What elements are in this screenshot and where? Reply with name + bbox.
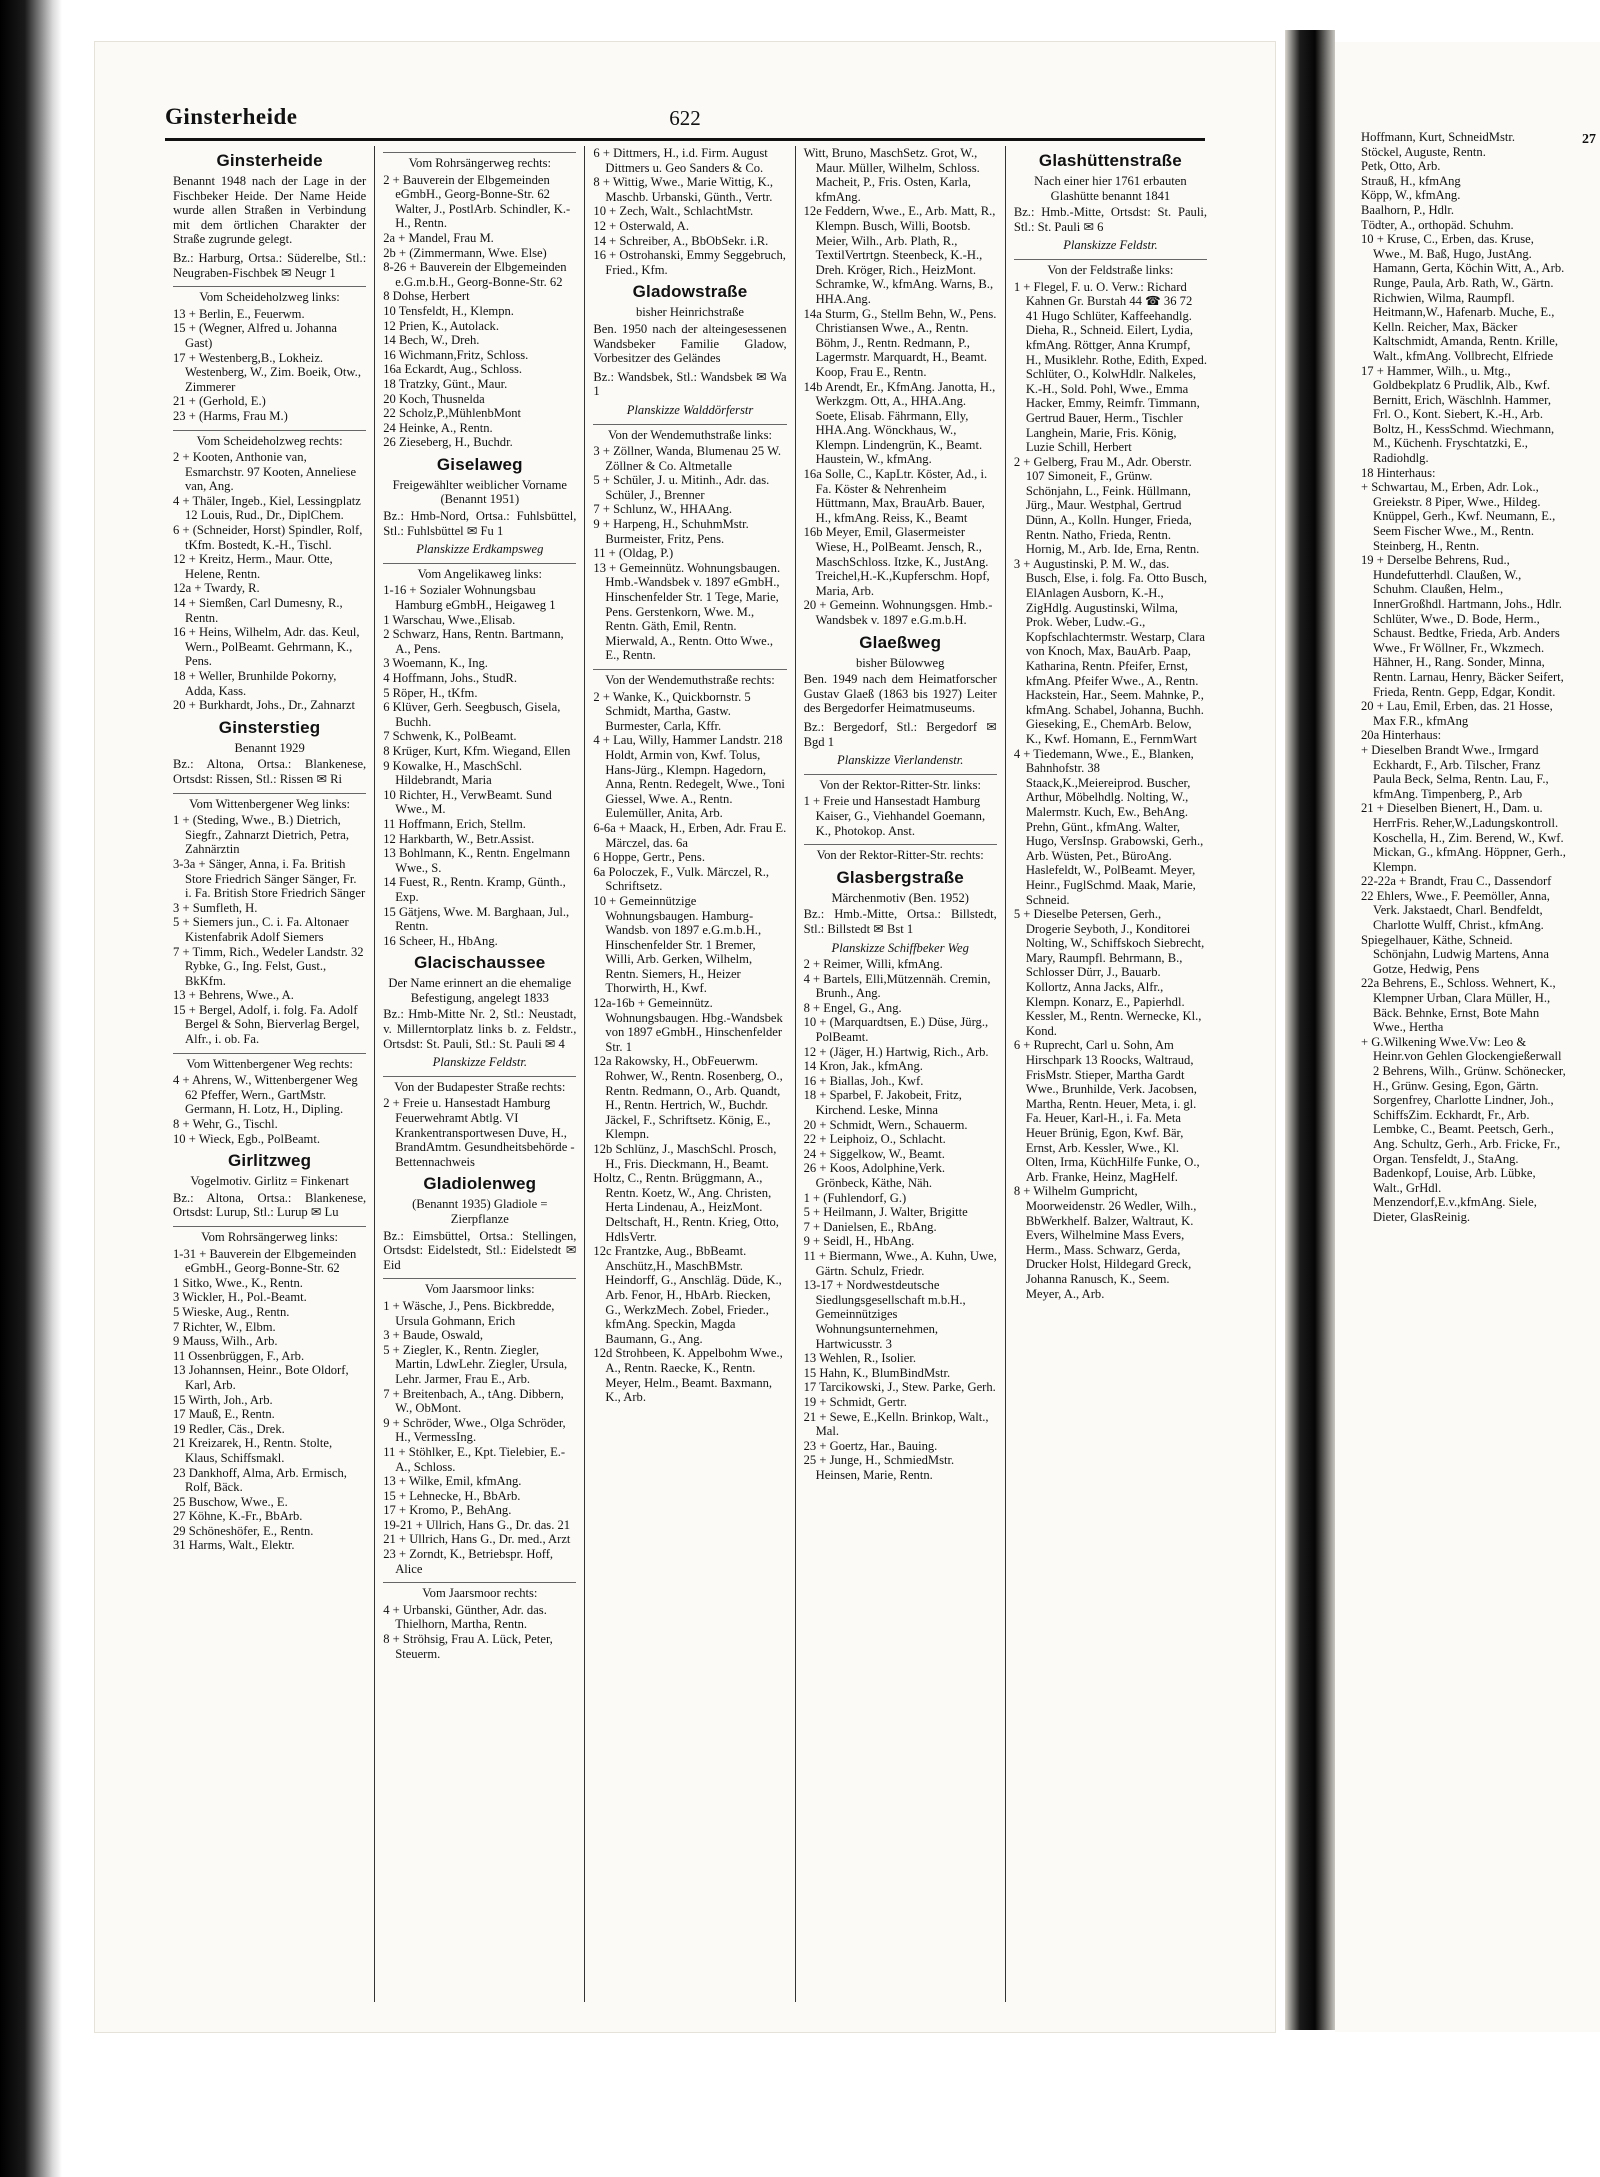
address-entry: 14 Bech, W., Dreh. (383, 333, 480, 348)
address-entry: 9 Kowalke, H., MaschSchl. Hildebrandt, Maria (383, 758, 523, 788)
address-entry: 29 Schöneshöfer, E., Rentn. (173, 1523, 314, 1538)
address-entry: 21 + Dieselben Bienert, H., Dam. u. HerrFris. Reher,W.,Ladungskontroll. Koschella, H., Zim. Berend, W., Kwf. Mickan, G., kfmAng. Höppner, Gerh., Klempn. (1361, 801, 1566, 874)
address-entry: 21 + Sewe, E.,Kelln. Brinkop, Walt., Mal. (803, 1409, 989, 1439)
address-entry: Petk, Otto, Arb. (1361, 159, 1441, 174)
direction-heading: Vom Jaarsmoor links: (383, 1278, 576, 1297)
plan-sketch-ref: Planskizze Feldstr. (1063, 238, 1158, 253)
column-4 (796, 146, 1006, 2002)
address-entry: 1 Sitko, Wwe., K., Rentn. (173, 1275, 303, 1290)
address-entry: 9 + Schröder, Wwe., Olga Schröder, H., VermessIng. (383, 1415, 566, 1445)
direction-heading: Von der Rektor-Ritter-Str. rechts: (804, 844, 997, 863)
address-entry: 12 Harkbarth, W., Betr.Assist. (383, 831, 535, 846)
address-entry: 23 + Zorndt, K., Betriebspr. Hoff, Alice (383, 1547, 554, 1576)
address-entry: 3 Woemann, K., Ing. (383, 656, 488, 671)
address-entry: 18 Tratzky, Günt., Maur. (383, 376, 508, 391)
address-entry: Baalhorn, P., Hdlr. (1361, 202, 1455, 217)
address-entry: Holtz, C., Rentn. Brüggmann, A., Rentn. Koetz, W., Ang. Christen, Herta Lindenau, A., HeizMont. Deltschaft, H., Rentn. Krieg, Otto, HdlsVertr. (593, 1171, 779, 1244)
column-1 (165, 146, 375, 2002)
direction-heading: Von der Wendemuthstraße links: (593, 424, 786, 443)
address-entry: 7 + Timm, Rich., Wedeler Landstr. 32 Rybke, G., Ing. Felst, Gust., BkKfm. (173, 944, 364, 988)
address-entry: 2 + Kooten, Anthonie van, Esmarchstr. 97 Kooten, Anneliese van, Ang. (173, 450, 357, 494)
direction-heading: Vom Scheideholzweg rechts: (173, 430, 366, 449)
address-entry: 22-22a + Brandt, Frau C., Dassendorf (1361, 874, 1552, 889)
street-note: Bz.: Altona, Ortsa.: Blankenese, Ortsdst: Lurup, Stl.: Lurup ✉ Lu (173, 1190, 367, 1220)
street-note: Bz.: Hmb.-Mitte, Ortsa.: Billstedt, Stl.: Billstedt ✉ Bst 1 (803, 907, 997, 936)
adjacent-page-number: 27 (1582, 132, 1596, 147)
street-subtitle: Der Name erinnert an die ehemalige Befestigung, angelegt 1833 (388, 976, 572, 1005)
address-entry: 4 + Ahrens, W., Wittenbergener Weg 62 Pfeffer, Wern., GartMstr. Germann, H. Lotz, H., Dipling. (173, 1073, 358, 1117)
address-entry: 12 + Kreitz, Herm., Maur. Otte, Helene, Rentn. (173, 552, 333, 581)
street-heading: Giselaweg (436, 454, 523, 474)
address-entry: 13 + Gemeinnütz. Wohnungsbaugen. Hmb.-Wandsbek v. 1897 eGmbH., Hinschenfelder Str. 1 Tege, Marie, Pens. Gerstenkorn, Wwe. M., Rentn. Gäth, Emil, Rentn. Mierwald, A., Rentn. Otto Wwe., E., Rentn. (593, 560, 781, 663)
address-entry: 8 + Wilhelm Gumpricht, Moorweidenstr. 26 Wedler, Wilh., BbWerkhelf. Balzer, Waltraut, K. Evers, Wilhelmine Mass Evers, Herm., Mass. Schwarz, Gerda, Drucker Holst, Hildegard Greck, Johanna Ranusch, K., Seem. Meyer, A., Arb. (1013, 1184, 1197, 1301)
address-entry: 4 + Thäler, Ingeb., Kiel, Lessingplatz 12 Louis, Rud., Dr., DiplChem. (173, 493, 361, 523)
address-entry: 12 Prien, K., Autolack. (383, 318, 499, 333)
street-note: Bz.: Eimsbüttel, Ortsa.: Stellingen, Ortsdst: Eidelstedt, Stl.: Eidelstedt ✉ Eid (383, 1228, 577, 1272)
address-entry: + Dieselben Brandt Wwe., Irmgard Eckhardt, F., Arb. Tilscher, Franz Paula Beck, Selma, Rentn. Lau, F., kfmAng. Timpenberg, P., Arb (1361, 742, 1549, 801)
address-entry: 5 Wieske, Aug., Rentn. (173, 1304, 290, 1319)
address-entry: 2 + Wanke, K., Quickbornstr. 5 Schmidt, Martha, Gastw. Burmester, Carla, Kffr. (593, 689, 751, 733)
address-entry: 8-26 + Bauverein der Elbgemeinden e.G.m.b.H., Georg-Bonne-Str. 62 (383, 260, 567, 289)
direction-heading: Vom Jaarsmoor rechts: (383, 1582, 576, 1601)
address-entry: 23 + (Harms, Frau M.) (173, 408, 288, 423)
street-note: Bz.: Harburg, Ortsa.: Süderelbe, Stl.: Neugraben-Fischbek ✉ Neugr 1 (173, 250, 367, 280)
address-entry: 2a + Mandel, Frau M. (383, 230, 494, 245)
direction-heading: Vom Scheideholzweg links: (173, 286, 366, 305)
street-note: Ben. 1949 nach dem Heimatforscher Gustav Glaeß (1863 bis 1927) Leiter des Bergedorfer Heimatmuseums. (803, 672, 997, 716)
address-entry: 18 + Weller, Brunhilde Pokorny, Adda, Kass. (173, 669, 337, 698)
address-entry: 15 + (Wegner, Alfred u. Johanna Gast) (173, 321, 338, 350)
address-entry: 15 Hahn, K., BlumBindMstr. (803, 1365, 951, 1380)
address-entry: 15 Wirth, Joh., Arb. (173, 1392, 273, 1407)
address-entry: 13 Johannsen, Heinr., Bote Oldorf, Karl, Arb. (173, 1363, 349, 1392)
street-subtitle: Nach einer hier 1761 erbauten Glashütte benannt 1841 (1034, 174, 1187, 203)
address-entry: 19 Redler, Cäs., Drek. (173, 1421, 285, 1436)
address-entry: 11 Hoffmann, Erich, Stellm. (383, 816, 526, 831)
address-entry: 1 + Freie und Hansestadt Hamburg Kaiser, G., Viehhandel Goemann, K., Photokop. Anst. (803, 794, 986, 838)
address-entry: 10 + Kruse, C., Erben, das. Kruse, Wwe., M. Baß, Hugo, JustAng. Hamann, Gerta, Köchin Witt, A., Arb. Runge, Paula, Arb. Rath, W., Gärtn. Richwien, Wilma, Raumpfl. Heitmann,W., Hafenarb. Muche, E., Kelln. Reicher, Max, Bäcker Kaltschmidt, Amanda, Rentn. Krille, Walt., kfmAng. Vollbrecht, Elfriede (1361, 232, 1565, 363)
address-entry: 12 + Osterwald, A. (593, 218, 690, 233)
address-entry: 10 + Gemeinnützige Wohnungsbaugen. Hamburg-Wandsb. von 1897 e.G.m.b.H., Hinschenfelder Str. 1 Bremer, Willi, Arb. Gerken, Wilhelm, Rentn. Siemers, H., Heizer Thorwirth, H., Kwf. (593, 893, 762, 996)
address-entry: 16a Eckardt, Aug., Schloss. (383, 362, 523, 377)
address-entry: 3 + Baude, Oswald, (383, 1328, 483, 1343)
plan-sketch-ref: Planskizze Feldstr. (432, 1055, 528, 1070)
address-entry: 5 + Dieselbe Petersen, Gerh., Drogerie Seyboth, J., Konditorei Nolting, W., Schiffskoch Siebrecht, Mary, Raumpfl. Behrmann, B., Schlosser Dürr, J., Bauarb. Kollortz, Anna Jacks, Alfr., Klempn. Konarz, E., Papierhdl. Kessler, M., Rentn. Wernecke, Kl., Kond. (1013, 907, 1205, 1038)
address-entry: 21 + (Gerhold, E.) (173, 394, 266, 409)
address-entry: 20 + Schmidt, Wern., Schauerm. (803, 1117, 968, 1132)
address-entry: Witt, Bruno, MaschSetz. Grot, W., Maur. Müller, Wilhelm, Schloss. Macheit, P., Fris. Osten, Karla, kfmAng. (803, 146, 980, 204)
address-entry: 2 Schwarz, Hans, Rentn. Bartmann, A., Pens. (383, 627, 564, 656)
address-entry: 17 + Kromo, P., BehAng. (383, 1503, 512, 1518)
address-entry: 3 + Sumfleth, H. (173, 900, 258, 915)
address-entry: Tödter, A., orthopäd. Schuhm. (1361, 217, 1514, 232)
address-entry: 12 + (Jäger, H.) Hartwig, Rich., Arb. (803, 1044, 989, 1059)
street-subtitle: Märchenmotiv (Ben. 1952) (831, 890, 969, 905)
address-entry: Spiegelhauer, Käthe, Schneid. Schönjahn, Ludwig Martens, Anna Gotze, Hedwig, Pens (1361, 932, 1549, 976)
street-subtitle: bisher Bülowweg (855, 655, 945, 670)
address-entry: 23 + Goertz, Har., Bauing. (803, 1438, 938, 1453)
address-entry: 8 + Ströhsig, Frau A. Lück, Peter, Steuerm. (383, 1632, 553, 1661)
address-entry: 31 Harms, Walt., Elektr. (173, 1538, 295, 1553)
address-entry: Strauß, H., kfmAng (1361, 173, 1461, 188)
address-entry: 22 Scholz,P.,MühlenbMont (383, 406, 522, 421)
address-entry: 6 + (Schneider, Horst) Spindler, Rolf, tKfm. Bostedt, K.-H., Tischl. (173, 523, 363, 552)
plan-sketch-ref: Planskizze Walddörferstr (626, 402, 754, 417)
address-entry: Hoffmann, Kurt, SchneidMstr. (1361, 130, 1516, 144)
street-heading: Girlitzweg (227, 1151, 312, 1171)
address-entry: 16 Wichmann,Fritz, Schloss. (383, 347, 529, 362)
address-entry: 20 + Gemeinn. Wohnungsgen. Hmb.-Wandsbek v. 1897 e.G.m.b.H. (803, 598, 993, 627)
street-subtitle: bisher Heinrichstraße (635, 305, 745, 320)
address-entry: 2 + Reimer, Willi, kfmAng. (803, 957, 943, 972)
address-entry: 13 + Behrens, Wwe., A. (173, 988, 294, 1003)
address-entry: 7 + Breitenbach, A., tAng. Dibbern, W., ObMont. (383, 1386, 564, 1416)
address-entry: 12b Schlünz, J., MaschSchl. Prosch, H., Fris. Dieckmann, H., Beamt. (593, 1142, 777, 1171)
address-entry: 17 + Hammer, Wilh., u. Mtg., Goldbekplatz 6 Prudlik, Alb., Kwf. Bernitt, Erich, Wäschlnh. Hammer, Frl. O., Kont. Siebert, K.-H., Arb. Boltz, H., KessSchmd. Wiechmann, M., Küchenh. Fryschtatzki, E., Radiohdlg. (1361, 363, 1555, 466)
address-entry: 4 + Urbanski, Günther, Adr. das. Thielhorn, Martha, Rentn. (383, 1602, 547, 1632)
address-entry: 6 Klüver, Gerh. Seegbusch, Gisela, Buchh. (383, 700, 561, 729)
address-entry: 7 Richter, W., Elbm. (173, 1319, 276, 1334)
address-entry: 7 Schwenk, K., PolBeamt. (383, 729, 517, 744)
address-entry: 15 + Bergel, Adolf, i. folg. Fa. Adolf Bergel & Sohn, Bierverlag Bergel, Alfr., i. ob. Fa. (173, 1002, 360, 1047)
address-entry: 24 + Siggelkow, W., Beamt. (803, 1146, 945, 1161)
address-entry: 10 + Zech, Walt., SchlachtMstr. (593, 204, 754, 219)
address-entry: 4 + Lau, Willy, Hammer Landstr. 218 Holdt, Armin von, Kwf. Tolus, Hans-Jürg., Klempn. Hagedorn, Anna, Rentn. Redegelt, Wwe., Toni Giessel, Wwe. A., Rentn. Eulemüller, Anita, Arb. (593, 733, 785, 821)
address-entry: 1 + Flegel, F. u. O. Verw.: Richard Kahnen Gr. Burstah 44 ☎ 36 72 41 Hugo Schlüter, Kaffeehandlg. Dieha, R., Schneid. Eilert, Lydia, kfmAng. Röttger, Anna Krumpf, H., Musiklehr. Rothe, Edith, Exped. Schlüter, O., KolwHdlr. Nalkeles, K.-H., Sold. Pohl, Wwe., Emma Hacker, Emmy, Reimfr. Timmann, Gertrud Bauer, Herm., Tischler Langhein, Marie, Fris. König, Luzie Schill, Herbert (1013, 279, 1208, 455)
address-entry: 10 + (Marquardtsen, E.) Düse, Jürg., PolBeamt. (803, 1015, 989, 1045)
address-entry: 3-3a + Sänger, Anna, i. Fa. British Store Friedrich Sänger Sänger, Fr. i. Fa. British Store Friedrich Sänger (173, 856, 366, 901)
street-heading: Gladiolenweg (423, 1174, 537, 1194)
address-entry: 8 + Wehr, G., Tischl. (173, 1117, 278, 1132)
address-entry: 3 + Augustinski, P. M. W., das. Busch, Else, i. folg. Fa. Otto Busch, ElAnlagen Ausborn, K.-H., ZigHdlg. Augustinski, Wilma, Prok. Weber, Ludw.-G., Kopfschlachtermstr. Westarp, Clara von Knoch, Max, BauArb. Paap, Katharina, Rentn. Pfeifer, Ernst, kfmAng. Pfeifer Wwe., A., Rentn. Hackstein, Har., Seem. Mahnke, P., kfmAng. Schabel, Johanna, Buchh. Gieseking, E., ChemArb. Below, K., Kwf. Homann, E., FernmWart (1013, 556, 1208, 746)
address-entry: 18 + Sparbel, F. Jakobeit, Fritz, Kirchend. Leske, Minna (803, 1088, 962, 1118)
address-entry: 12c Frantzke, Aug., BbBeamt. Anschütz,H., MaschBMstr. Heindorff, G., Anschläg. Düde, K., Arb. Fenor, H., HbArb. Riecken, G., WerkzMech. Zobel, Frieder., kfmAng. Speckin, Magda Baumann, G., Ang. (593, 1244, 782, 1346)
address-entry: Stöckel, Auguste, Rentn. (1361, 144, 1486, 159)
address-entry: 5 + Ziegler, K., Rentn. Ziegler, Martin, LdwLehr. Ziegler, Ursula, Lehr. Jarmer, Frau E., Arb. (383, 1342, 568, 1386)
address-entry: 27 Köhne, K.-Fr., BbArb. (173, 1509, 303, 1524)
address-entry: 7 + Danielsen, E., RbAng. (803, 1219, 937, 1234)
address-entry: 19-21 + Ullrich, Hans G., Dr. das. 21 (383, 1517, 571, 1532)
address-entry: 15 Gätjens, Wwe. M. Barghaan, Jul., Rentn. (383, 904, 570, 934)
address-entry: 12a + Twardy, R. (173, 581, 260, 596)
running-head (95, 104, 1275, 138)
street-note: Bz.: Wandsbek, Stl.: Wandsbek ✉ Wa 1 (593, 369, 787, 399)
street-subtitle: Benannt 1929 (234, 740, 305, 755)
address-entry: 15 + Lehnecke, H., BbArb. (383, 1488, 521, 1503)
address-entry: 8 + Engel, G., Ang. (803, 1000, 902, 1015)
address-entry: 6 Hoppe, Gertr., Pens. (593, 850, 705, 865)
street-note: Bz.: Hmb.-Mitte, Ortsdst: St. Pauli, Stl.: St. Pauli ✉ 6 (1013, 205, 1208, 234)
street-heading: Gladowstraße (632, 282, 748, 302)
address-entry: 4 + Tiedemann, Wwe., E., Blanken, Bahnhofstr. 38 Staack,K.,Meiereiprod. Buscher, Arthur, Möbelhdlg. Nolting, W., Malermstr. Kuch, Ew., BehAng. Prehn, Günt., kfmAng. Walter, Hugo, VersInsp. Grabowski, Gerh., Arb. Wüsten, Pet., BüroAng. Haslefeldt, W., PolBeamt. Meyer, Heinr., FuglSchmd. Maak, Marie, Schneid. (1013, 746, 1204, 907)
directory-columns (165, 146, 1215, 2002)
address-entry: 6 + Dittmers, H., i.d. Firm. August Dittmers u. Geo Sanders & Co. (593, 146, 768, 175)
address-entry: 16 + Biallas, Joh., Kwf. (803, 1073, 924, 1088)
address-entry: Köpp, W., kfmAng. (1361, 188, 1461, 203)
address-entry: 16 + Ostrohanski, Emmy Seggebruch, Fried., Kfm. (593, 248, 786, 277)
address-entry: 11 + (Oldag, P.) (593, 546, 674, 561)
address-entry: 14 Fuest, R., Rentn. Kramp, Günth., Exp. (383, 875, 566, 904)
address-entry: + G.Wilkening Wwe.Vw: Leo & Heinr.von Gehlen Glockengießerwall 2 Behrens, Wilh., Grünw. Schönecker, H., Grünw. Gesing, Egon, Gärtn. Sorgenfrey, Charlotte Lindner, Joh., SchiffsZim. Eckhardt, Fr., Arb. Lembke, C., Beamt. Peetsch, Gerh., Ang. Schultz, Gerh., Arb. Fricke, Fr., Organ. Tensfeldt, J., StaAng. Badenkopf, Louise, Arb. Lübke, Walt., GrHdl. Menzendorf,E.v.,kfmAng. Siele, Dieter, GlasReinig. (1361, 1034, 1566, 1224)
address-entry: 13 Wehlen, R., Isolier. (803, 1351, 917, 1366)
address-entry: 1 + (Steding, Wwe., B.) Dietrich, Siegfr., Zahnarzt Dietrich, Petra, Zahnärztin (173, 813, 350, 857)
plan-sketch-ref: Planskizze Schiffbeker Weg (831, 940, 969, 955)
address-entry: 19 + Derselbe Behrens, Rud., Hundefutterhdl. Claußen, W., Schuhm. Claußen, Helm., InnerGroßhdl. Hartmann, Johs., Hdlr. Schlüter, Wwe., D. Bode, Herm., Schaust. Bedtke, Frieda, Arb. Anders Wwe., Fr Wöllner, Fr., Wkzmech. Hähner, H., Rang. Sonder, Minna, Rentn. Larnau, Henry, Bäcker Seifert, Frieda, Rentn. Gepp, Edgar, Kondit. (1361, 553, 1564, 699)
running-head-title: Ginsterheide (165, 104, 298, 129)
address-entry: 2b + (Zimmermann, Wwe. Else) (383, 245, 547, 260)
address-entry: 22a Behrens, E., Schloss. Wehnert, K., Klempner Urban, Clara Müller, H., Bäck. Behnke, Ernst, Bote Mahn Wwe., Hertha (1361, 976, 1556, 1035)
direction-heading: Von der Feldstraße links: (1014, 259, 1207, 278)
address-entry: 2 + Bauverein der Elbgemeinden eGmbH., Georg-Bonne-Str. 62 Walter, J., PostlArb. Schindler, K.-H., Rentn. (383, 172, 571, 231)
address-entry: 5 + Siemers jun., C. i. Fa. Altonaer Kistenfabrik Adolf Siemers (173, 915, 349, 944)
street-heading: Glashüttenstraße (1038, 151, 1182, 170)
direction-heading: Von der Wendemuthstraße rechts: (593, 669, 786, 688)
address-entry: 25 Buschow, Wwe., E. (173, 1494, 288, 1509)
direction-heading: Vom Wittenbergener Weg rechts: (173, 1053, 366, 1072)
address-entry: 17 Tarcikowski, J., Stew. Parke, Gerh. (803, 1380, 996, 1395)
address-entry: 16b Meyer, Emil, Glasermeister Wiese, H., PolBeamt. Jensch, R., MaschSchloss. Itzke, K., JustAng. Treichel,H.-K.,Kupferschm. Hopf, Maria, Arb. (803, 525, 990, 598)
column-2 (375, 146, 585, 2002)
address-entry: 1 + (Fuhlendorf, G.) (803, 1190, 907, 1205)
column-5 (1006, 146, 1215, 2002)
address-entry: 20 Koch, Thusnelda (383, 391, 485, 406)
address-entry: 1 Warschau, Wwe.,Elisab. (383, 612, 516, 627)
address-entry: 12d Strohbeen, K. Appelbohm Wwe., A., Rentn. Raecke, K., Rentn. Meyer, Helm., Beamt. Baxmann, K., Arb. (593, 1346, 783, 1405)
address-entry: 17 + Westenberg,B., Lokheiz. Westenberg, W., Zim. Boeik, Otw., Zimmerer (173, 350, 361, 394)
street-heading: Ginsterheide (216, 151, 323, 170)
address-entry: 14 Kron, Jak., kfmAng. (803, 1059, 923, 1074)
address-entry: 12a Rakowsky, H., ObFeuerwm. Rohwer, W., Rentn. Rosenberg, O., Rentn. Redmann, O., Arb. Quandt, H., Rentn. Hertrich, W., Buchdr. Jäckel, F., Schriftsetz. König, E., Klempn. (593, 1054, 783, 1142)
address-entry: 5 Röper, H., tKfm. (383, 685, 478, 700)
address-entry: 9 + Seidl, H., HbAng. (803, 1234, 915, 1249)
street-heading: Ginsterstieg (218, 717, 321, 737)
address-entry: + Schwartau, M., Erben, Adr. Lok., Greiekstr. 8 Piper, Wwe., Hildeg. Knüppel, Gerh., Kwf. Neumann, E., Seem Fischer Wwe., M., Rentn. Steinberg, H., Rentn. (1361, 480, 1556, 553)
address-entry: 21 + Ullrich, Hans G., Dr. med., Arzt (383, 1532, 571, 1547)
address-entry: 18 Hinterhaus: (1361, 465, 1436, 480)
address-entry: 19 + Schmidt, Gertr. (803, 1394, 907, 1409)
address-entry: 11 + Biermann, Wwe., A. Kuhn, Uwe, Gärtn. Schulz, Friedr. (803, 1248, 997, 1278)
address-entry: 22 + Leiphoiz, O., Schlacht. (803, 1132, 946, 1147)
address-entry: 3 Wickler, H., Pol.-Beamt. (173, 1290, 307, 1305)
address-entry: 14b Arendt, Er., KfmAng. Janotta, H., Werkzgm. Ott, A., HHA.Ang. Soete, Elisab. Fährmann, Elly, HHA.Ang. Wönckhaus, W., Klempn. Lindengrün, K., Beamt. Haustein, W., kfmAng. (803, 379, 996, 467)
street-heading: Glaeßweg (859, 632, 942, 652)
address-entry: 10 Tensfeldt, H., Klempn. (383, 303, 514, 318)
direction-heading: Vom Wittenbergener Weg links: (173, 793, 366, 812)
header-rule (165, 138, 1205, 141)
scan-left-edge (0, 0, 62, 2177)
street-heading: Glasbergstraße (836, 867, 964, 887)
adjacent-page (1335, 42, 1600, 2032)
direction-heading: Vom Angelikaweg links: (383, 563, 576, 582)
plan-sketch-ref: Planskizze Vierlandenstr. (837, 753, 964, 768)
address-entry: 14a Sturm, G., Stellm Behn, W., Pens. Christiansen Wwe., A., Rentn. Böhm, J., Rentn. Redmann, P., Lagermstr. Marquardt, H., Beamt. Koop, Frau E., Rentn. (803, 306, 997, 379)
address-entry: 20 + Burkhardt, Johs., Dr., Zahnarzt (173, 698, 355, 713)
address-entry: 1-16 + Sozialer Wohnungsbau Hamburg eGmbH., Heigaweg 1 (383, 583, 556, 613)
address-entry: 14 + Siemßen, Carl Dumesny, R., Rentn. (173, 596, 343, 625)
address-entry: 5 + Heilmann, J. Walter, Brigitte (803, 1205, 968, 1220)
address-entry: 21 Kreizarek, H., Rentn. Stolte, Klaus, Schiffsmakl. (173, 1436, 333, 1465)
address-entry: 6-6a + Maack, H., Erben, Adr. Frau E. Märczel, das. 6a (593, 820, 787, 850)
address-entry: 23 Dankhoff, Alma, Arb. Ermisch, Rolf, Bäck. (173, 1465, 347, 1495)
address-entry: 26 Zieseberg, H., Buchdr. (383, 435, 513, 450)
address-entry: 8 Dohse, Herbert (383, 289, 470, 304)
street-note: Bz.: Altona, Ortsa.: Blankenese, Ortsdst: Rissen, Stl.: Rissen ✉ Ri (173, 757, 367, 786)
address-entry: 13 + Wilke, Emil, kfmAng. (383, 1474, 522, 1489)
direction-heading: Von der Budapester Straße rechts: (383, 1076, 576, 1095)
address-entry: 16a Solle, C., KapLtr. Köster, Ad., i. Fa. Köster & Nehrenheim Hüttmann, Max, BrauArb. Bauer, H., kfmAng. Reiss, K., Beamt (803, 467, 988, 525)
address-entry: 5 + Schüler, J. u. Mitinh., Adr. das. Schüler, J., Brenner (593, 473, 770, 502)
address-entry: 1 + Wäsche, J., Pens. Bickbredde, Ursula Gohmann, Erich (383, 1298, 555, 1328)
address-entry: 12e Feddern, Wwe., E., Arb. Matt, R., Klempn. Busch, Willi, Bootsb. Meier, Wilh., Arb. Plath, R., TextilVertrtgn. Steenbeck, K.-H., Dreh. Kröger, Rich., HeizMont. Schramke, W., kfmAng. Warns, B., HHA.Ang. (803, 204, 996, 306)
address-entry: 25 + Junge, H., SchmiedMstr. Heinsen, Marie, Rentn. (803, 1453, 955, 1482)
address-entry: 14 + Schreiber, A., BbObSekr. i.R. (593, 233, 769, 248)
address-entry: 2 + Freie u. Hansestadt Hamburg Feuerwehramt Abtlg. VI Krankentransportwesen Duve, H., BrandAmtm. Gesundheitsbehörde - Bettennachweis (383, 1096, 575, 1169)
address-entry: 22 Ehlers, Wwe., F. Peemöller, Anna, Verk. Jakstaedt, Charl. Bendfeldt, Charlotte Wulff, Christ., kfmAng. (1361, 888, 1550, 933)
street-note: Benannt 1948 nach der Lage in der Fischbeker Heide. Der Name Heide wurde allen Straßen in Verbindung mit dem örtlichen Charakter der Straße zugrunde gelegt. (173, 174, 367, 247)
directory-page (95, 42, 1275, 2032)
address-entry: 2 + Gelberg, Frau M., Adr. Oberstr. 107 Simoneit, F., Grünw. Schönjahn, L., Feink. Hüllmann, Jürg., Maur. Westphal, Gertrud Dünn, A., Kolln. Hunger, Frieda, Rentn. Natho, Frieda, Rentn. Hornig, M., Arb. Ide, Erna, Rentn. (1013, 454, 1200, 557)
street-subtitle: Freigewählter weiblicher Vorname (Benannt 1951) (392, 477, 567, 507)
address-entry: 26 + Koos, Adolphine,Verk. Grönbeck, Käthe, Näh. (803, 1161, 946, 1190)
street-heading: Glacischaussee (414, 953, 546, 973)
direction-heading: Von der Rektor-Ritter-Str. links: (804, 774, 997, 793)
adjacent-page-column (1355, 130, 1572, 1225)
address-entry: 7 + Schlunz, W., HHAAng. (593, 502, 733, 517)
page-number: 622 (669, 106, 701, 130)
direction-heading: Vom Rohrsängerweg rechts: (383, 152, 576, 171)
address-entry: 9 Mauss, Wilh., Arb. (173, 1334, 278, 1349)
street-subtitle: (Benannt 1935) Gladiole = Zierpflanze (412, 1197, 548, 1226)
address-entry: 20 + Lau, Emil, Erben, das. 21 Hosse, Max F.R., kfmAng (1361, 699, 1553, 728)
address-entry: 10 + Wieck, Egb., PolBeamt. (173, 1131, 320, 1146)
address-entry: 10 Richter, H., VerwBeamt. Sund Wwe., M. (383, 787, 552, 817)
address-entry: 16 + Heins, Wilhelm, Adr. das. Keul, Wern., PolBeamt. Gehrmann, K., Pens. (173, 625, 360, 669)
address-entry: 13-17 + Nordwestdeutsche Siedlungsgesellschaft m.b.H., Gemeinnütziges Wohnungsunternehmen, Hartwicusstr. 3 (803, 1278, 966, 1351)
plan-sketch-ref: Planskizze Erdkampsweg (416, 542, 544, 557)
address-entry: 8 + Wittig, Wwe., Marie Wittig, K., Maschb. Urbanski, Günth., Vertr. (593, 175, 773, 204)
address-entry: 6 + Ruprecht, Carl u. Sohn, Am Hirschpark 13 Roocks, Waltraud, FrisMstr. Stieper, Martha Gardt Wwe., Brunhilde, Verk. Jacobsen, Martha, Rentn. Heuer, Meta, i. gl. Fa. Heuer, Karl-H., i. Fa. Meta Heuer Brünig, Egon, Kwf. Bär, Ernst, Arb. Kessler, Wwe., Kl. Olten, Irma, KüchHilfe Funke, O., Arb. Franke, Heinz, MagHelf. (1013, 1038, 1200, 1184)
street-note: Bz.: Hmb-Nord, Ortsa.: Fuhlsbüttel, Stl.: Fuhlsbüttel ✉ Fu 1 (383, 509, 577, 538)
street-subtitle: Vogelmotiv. Girlitz = Finkenart (190, 1174, 349, 1189)
address-entry: 20a Hinterhaus: (1361, 728, 1442, 743)
address-entry: 4 + Bartels, Elli,Mützennäh. Cremin, Brunh., Ang. (803, 971, 991, 1001)
address-entry: 11 + Stöhlker, E., Kpt. Tielebier, E.-A., Schloss. (383, 1444, 566, 1474)
address-entry: 13 Bohlmann, K., Rentn. Engelmann Wwe., S. (383, 846, 570, 875)
address-entry: 1-31 + Bauverein der Elbgemeinden eGmbH., Georg-Bonne-Str. 62 (173, 1246, 357, 1276)
address-entry: 12a-16b + Gemeinnütz. Wohnungsbaugen. Hbg.-Wandsbek von 1897 eGmbH., Hinschenfelder Str. 1 (593, 996, 783, 1054)
address-entry: 6a Poloczek, F., Vulk. Märczel, R., Schriftsetz. (593, 864, 770, 894)
street-note: Bz.: Bergedorf, Stl.: Bergedorf ✉ Bgd 1 (803, 719, 997, 749)
address-entry: 24 Heinke, A., Rentn. (383, 420, 493, 435)
address-entry: 13 + Berlin, E., Feuerwm. (173, 306, 305, 321)
address-entry: 17 Mauß, E., Rentn. (173, 1407, 275, 1422)
address-entry: 11 Ossenbrüggen, F., Arb. (173, 1348, 305, 1363)
address-entry: 8 Krüger, Kurt, Kfm. Wiegand, Ellen (383, 743, 571, 758)
direction-heading: Vom Rohrsängerweg links: (173, 1226, 366, 1245)
address-entry: 3 + Zöllner, Wanda, Blumenau 25 W. Zöllner & Co. Altmetalle (593, 444, 781, 473)
address-entry: 4 Hoffmann, Johs., StudR. (383, 671, 517, 685)
street-note: Bz.: Hmb-Mitte Nr. 2, Stl.: Neustadt, v. Millerntorplatz links b. z. Feldstr., Ortsdst: St. Pauli, Stl.: St. Pauli ✉ 4 (383, 1007, 577, 1051)
book-gutter (1285, 30, 1335, 2030)
address-entry: 16 Scheer, H., HbAng. (383, 933, 498, 948)
street-note: Ben. 1950 nach der alteingesessenen Wandsbeker Familie Gladow, Vorbesitzer des Geländes (593, 321, 787, 366)
address-entry: 9 + Harpeng, H., SchuhmMstr. Burmeister, Fritz, Pens. (593, 517, 749, 546)
column-3 (585, 146, 795, 2002)
